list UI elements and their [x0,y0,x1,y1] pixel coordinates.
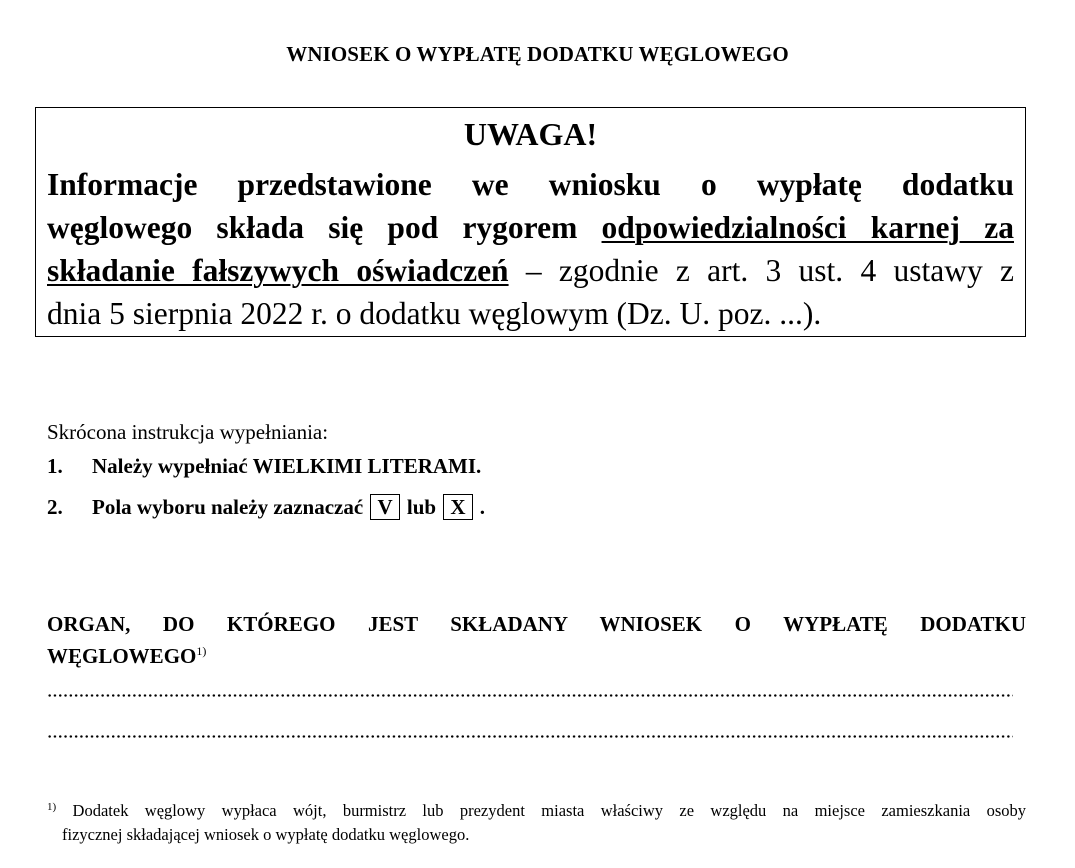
footnote-reference: 1) [196,644,207,658]
checkmark-x-example-box: X [443,494,472,520]
warning-text-underlined-2: składanie fałszywych oświadczeń [47,253,509,288]
organ-section-heading [47,611,1026,670]
instruction-text: Pola wyboru należy zaznaczać [92,495,364,519]
organ-heading-line-1: ORGAN, DO KTÓREGO JEST SKŁADANY WNIOSEK O WYPŁATĘ DODATKU [47,612,1026,636]
warning-line-4: dnia 5 sierpnia 2022 r. o dodatku węglowym (Dz. U. poz. ...). [47,296,822,331]
instruction-end: . [479,495,485,519]
warning-line-1: Informacje przedstawione we wniosku o wypłatę dodatku [47,167,1014,202]
instruction-connector: lub [406,495,437,519]
warning-text-legal-ref: – zgodnie z art. 3 ust. 4 ustawy z [508,253,1014,288]
warning-text-bold: węglowego składa się pod rygorem [47,210,602,245]
warning-body [47,163,1014,335]
organ-heading-line-2: WĘGLOWEGO [47,644,197,668]
instruction-item-1 [47,454,481,479]
footnote-text-1: Dodatek węglowy wypłaca wójt, burmistrz lub prezydent miasta właściwy ze względu na miejsce zamieszkania osoby [72,801,1027,820]
footnote-marker: 1) [47,801,57,813]
warning-heading: UWAGA! [463,116,598,152]
footnote-line-2: fizycznej składającej wniosek o wypłatę dodatku węglowego. [62,825,470,844]
instruction-text: Należy wypełniać WIELKIMI LITERAMI. [92,454,482,478]
warning-line-3 [47,249,1014,292]
warning-line-2 [47,206,1014,249]
organ-field-line-1[interactable] [47,694,1013,697]
organ-field-line-2[interactable] [47,735,1013,738]
document-title: WNIOSEK O WYPŁATĘ DODATKU WĘGLOWEGO [286,42,789,66]
footnote-line-1 [47,795,1026,823]
instructions-label: Skrócona instrukcja wypełniania: [47,420,329,444]
warning-text-underlined: odpowiedzialności karnej za [601,210,1014,245]
footnote [47,795,1026,847]
instruction-number: 2. [47,495,63,519]
checkmark-v-example-box: V [370,494,399,520]
warning-box [35,107,1026,337]
instruction-number: 1. [47,454,63,478]
instruction-item-2 [47,494,485,520]
